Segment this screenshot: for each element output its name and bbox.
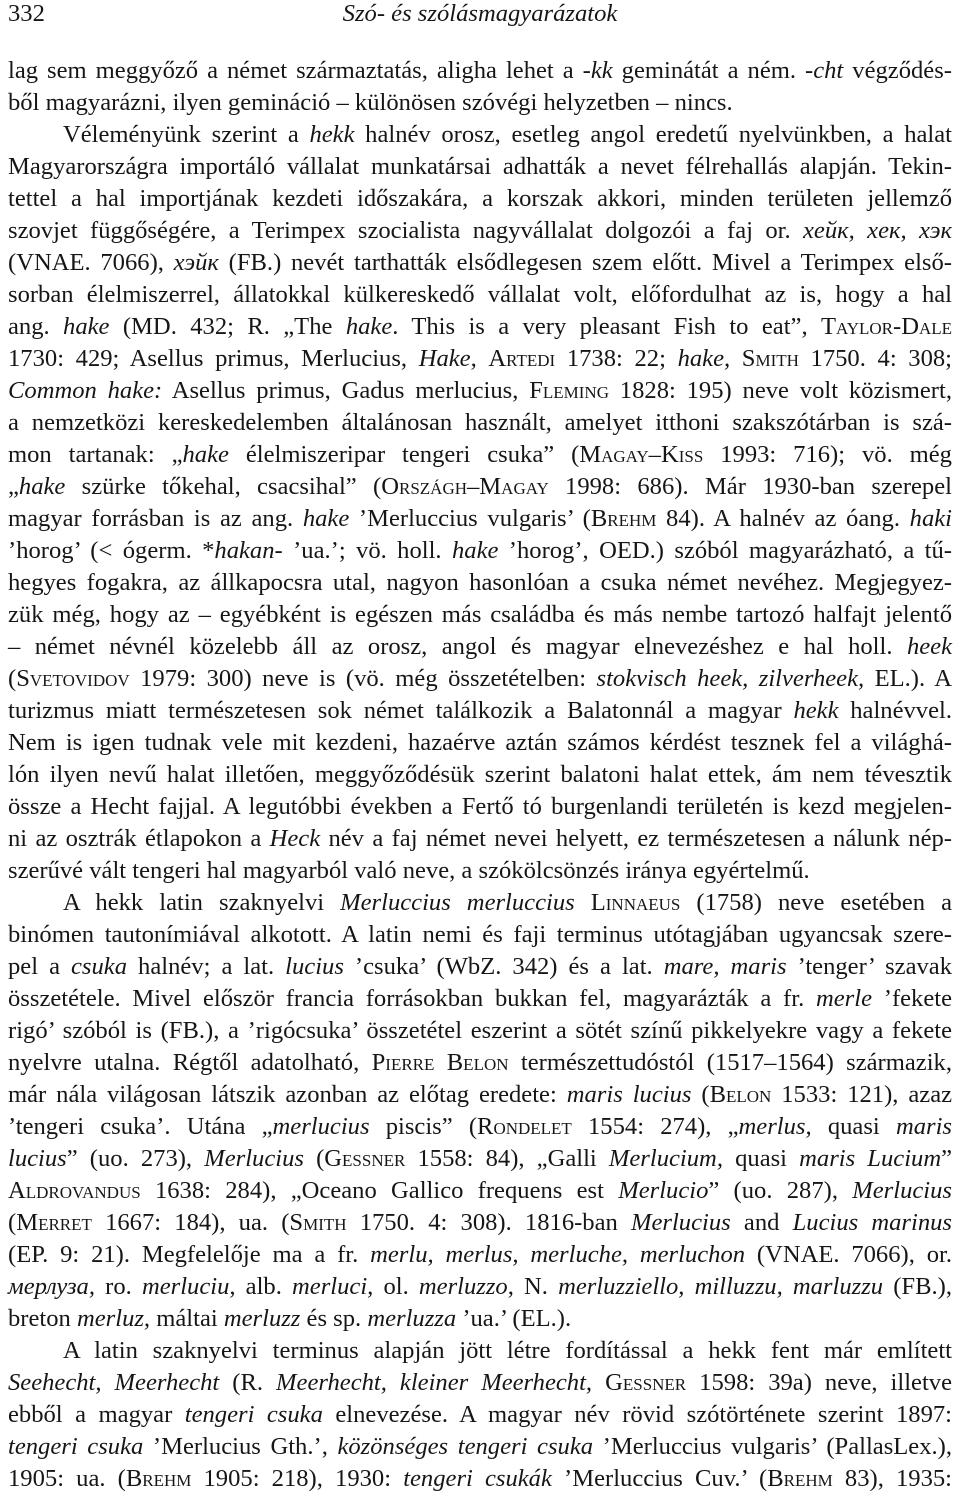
text-run: 1750. 4: 308; [798, 345, 953, 372]
text-run: „ [8, 473, 19, 500]
text-line [8, 1015, 952, 1047]
text-run: 1905: 218), 1930: [191, 1465, 404, 1492]
small-caps-run: Magay–Kiss [579, 441, 704, 468]
italic-run: merluzz [223, 1305, 301, 1332]
small-caps-run: Rondelet [477, 1113, 572, 1140]
text-run: binómen tautonímiával alkotott. A latin nemi és faji terminus utótagjában ugyancsak szere- [8, 921, 952, 948]
italic-run: Merlucio [618, 1177, 709, 1204]
text-run: turizmus miatt természetesen sok német találkozik a Balatonnál a magyar [8, 697, 794, 724]
italic-run: hake [345, 313, 393, 340]
small-caps-run: Aldrovandus [8, 1177, 141, 1204]
text-run: (VNAE. 7066), [8, 249, 174, 276]
text-line [8, 1111, 952, 1143]
italic-run: tengeri csuka [184, 1401, 323, 1428]
text-run: ni az osztrák étlapokon a [8, 825, 270, 852]
italic-run: hekk [309, 121, 355, 148]
text-run: N. [513, 1273, 559, 1300]
text-run: ’horog’, OED.) szóból magyarázható, a tű- [498, 537, 952, 564]
text-run: ’csuka’ (WbZ. 342) és a lat. [343, 953, 664, 980]
running-head-title: Szó- és szólásmagyarázatok [342, 0, 618, 27]
small-caps-run: Pierre Belon [371, 1049, 509, 1076]
text-run: 1738: 22; [555, 345, 678, 372]
text-line [8, 1239, 952, 1271]
text-line [8, 375, 952, 407]
text-run: 1638: 284), „Oceano Gallico frequens est [140, 1177, 619, 1204]
text-line [8, 119, 952, 151]
text-run: ( [303, 1145, 325, 1172]
small-caps-run: Smith [741, 345, 799, 372]
text-run: breton [8, 1305, 77, 1332]
paragraph [8, 55, 952, 119]
small-caps-run: Svetovidov [16, 665, 130, 692]
paragraph [8, 1335, 952, 1495]
italic-run: merluzza [367, 1305, 457, 1332]
text-run: szovjet függőségére, a Terimpex szocialista nagyvállalat dolgozói a faj or. [8, 217, 804, 244]
text-run: Asellus primus, Gadus merlucius, [162, 377, 530, 404]
text-line [8, 151, 952, 183]
small-caps-run: Brehm [125, 1465, 192, 1492]
text-line [8, 695, 952, 727]
text-line [8, 215, 952, 247]
text-line [8, 1335, 952, 1367]
italic-run: hake, [677, 345, 742, 372]
text-line [8, 55, 952, 87]
text-line [8, 1047, 952, 1079]
text-line [8, 567, 952, 599]
italic-run: Lucius marinus [792, 1209, 952, 1236]
italic-run: hake [63, 313, 110, 340]
text-run: 1998: 686). Már 1930-ban szerepel [548, 473, 952, 500]
italic-run: hake [18, 473, 66, 500]
text-run: ’tengeri csuka’. Utána „ [8, 1113, 273, 1140]
italic-run: merlus, [738, 1113, 812, 1140]
italic-run: lucius [8, 1145, 67, 1172]
text-run: zük még, hogy az – egyébként is egészen más családba és más nembe tartozó halfajt jelentő [8, 601, 952, 628]
text-line [8, 87, 952, 119]
small-caps-run: Brehm [767, 1465, 833, 1492]
text-run: sorban élelmiszerrel, állatokkal külkereskedő vállalat volt, előfordulhat az is, hogy a hal [8, 281, 952, 308]
italic-run: Merlucius [204, 1145, 304, 1172]
text-run: A latin szaknyelvi terminus alapján jött létre fordítással a hekk fent már említett [63, 1337, 952, 1364]
text-line [8, 599, 952, 631]
small-caps-run: Gessner [324, 1145, 406, 1172]
text-run: 1554: 274), „ [571, 1113, 739, 1140]
text-run: ’horog’ (< ógerm. * [8, 537, 215, 564]
text-line [8, 1463, 952, 1495]
text-line [8, 1367, 952, 1399]
text-run: rigó’ szóból is (FB.), a ’rigócsuka’ összetétel eszerint a sötét színű pikkelyekre vagy a fekete [8, 1017, 952, 1044]
text-run: ’ua.’; vö. holl. [282, 537, 452, 564]
text-run: ’Merluccius vulgaris’ ( [349, 505, 591, 532]
italic-run: merluzzo, [418, 1273, 514, 1300]
text-run: a nemzetközi kereskedelemben általánosan használt, amelyet itthoni szakszótárban is szá- [8, 409, 952, 436]
text-run: ből magyarázni, ilyen gemináció – különösen szóvégi helyzetben – nincs. [8, 89, 733, 116]
page-number: 332 [8, 0, 45, 27]
text-line [8, 887, 952, 919]
text-line [8, 1303, 952, 1335]
text-run: ’fekete [871, 985, 953, 1012]
text-run: ( [8, 665, 17, 692]
italic-run: csuka [71, 953, 128, 980]
text-run: A hekk latin szaknyelvi [63, 889, 341, 916]
italic-run: хейк, хек, хэк [803, 217, 952, 244]
italic-run: merlucius [272, 1113, 370, 1140]
small-caps-run: Országh–Magay [381, 473, 549, 500]
text-line [8, 759, 952, 791]
text-run: 1558: 84), „Galli [405, 1145, 609, 1172]
italic-run: hakan- [214, 537, 283, 564]
text-run: halnévvel. [838, 697, 953, 724]
text-run: ” [941, 1145, 953, 1172]
italic-run: hake [451, 537, 499, 564]
small-caps-run: Linnaeus [590, 889, 681, 916]
text-line [8, 535, 952, 567]
text-run: ( [691, 1081, 710, 1108]
italic-run: merle [815, 985, 872, 1012]
italic-run: hake [302, 505, 350, 532]
text-line [8, 279, 952, 311]
text-run: ang. [8, 313, 64, 340]
text-run: 1993: 716); vö. még [703, 441, 952, 468]
text-line [8, 1079, 952, 1111]
small-caps-run: Brehm [590, 505, 657, 532]
text-run: Nem is igen tudnak vele mit kezdeni, hazaérve aztán számos kérdést tesznek fel a világhá- [8, 729, 952, 756]
text-line [8, 951, 952, 983]
text-run: 1667: 184), ua. ( [91, 1209, 290, 1236]
text-line [8, 1399, 952, 1431]
text-line [8, 503, 952, 535]
body-text [8, 55, 952, 1495]
text-run: lag sem meggyőző a német származtatás, aligha lehet a [8, 57, 583, 84]
text-run: (FB.), [883, 1273, 952, 1300]
italic-run: Merlucium, [608, 1145, 723, 1172]
text-run: hegyes fogakra, az állkapocsra utal, nagyon hasonlóan a csuka német nevéhez. Megjegyez- [8, 569, 952, 596]
italic-run: -cht [805, 57, 844, 84]
text-run: összetétele. Mivel először francia forrásokban bukkan fel, magyarázták a fr. [8, 985, 816, 1012]
italic-run: мерлуза, [8, 1273, 96, 1300]
text-run: szürke tőkehal, csacsihal” ( [65, 473, 382, 500]
text-line [8, 1207, 952, 1239]
text-run: 1750. 4: 308). 1816-ban [346, 1209, 631, 1236]
text-run: – német névnél közelebb áll az orosz, angol és magyar elnevezéshez e hal holl. [8, 633, 907, 660]
text-run: össze a Hecht fajjal. A legutóbbi években a Fertő tó burgenlandi területén is kezd megjelen- [8, 793, 952, 820]
italic-run: merlu, merlus, merluche, merluchon [370, 1241, 746, 1268]
text-run: ’ua.’ (EL.). [456, 1305, 572, 1332]
text-line [8, 1143, 952, 1175]
italic-run: hekk [793, 697, 839, 724]
text-run: Magyarországra importáló vállalat munkatársai adhatták a nevet félrehallás alapján. Tekin- [8, 153, 952, 180]
text-run: név a faj német nevei helyett, ez természetesen a nálunk nép- [320, 825, 952, 852]
text-line [8, 727, 952, 759]
small-caps-run: Artedi [488, 345, 556, 372]
text-line [8, 823, 952, 855]
text-line [8, 631, 952, 663]
running-head [8, 0, 952, 28]
small-caps-run: Gessner [605, 1369, 687, 1396]
italic-run: хэйк [173, 249, 219, 276]
text-line [8, 855, 952, 887]
paragraph [8, 887, 952, 1335]
small-caps-run: Merret [16, 1209, 92, 1236]
text-run: quasi [811, 1113, 896, 1140]
text-run: 1828: 195) neve volt közismert, [608, 377, 952, 404]
text-run: ” (uo. 273), [66, 1145, 205, 1172]
small-caps-run: Fleming [529, 377, 609, 404]
text-run: már nála világosan látszik azonban az előtag eredete: [8, 1081, 567, 1108]
italic-run: maris Lucium [799, 1145, 942, 1172]
italic-run: merluz, [76, 1305, 151, 1332]
italic-run: Merlucius [631, 1209, 731, 1236]
italic-run: merluzziello, milluzzu, marluzzu [558, 1273, 884, 1300]
text-run: 1905: ua. ( [8, 1465, 126, 1492]
italic-run: stokvisch heek, zilverheek, [596, 665, 865, 692]
text-run: ’Merlucius Gth.’, [143, 1433, 338, 1460]
text-run: piscis” ( [369, 1113, 478, 1140]
text-run: (FB.) nevét tarthatták elsődlegesen szem előtt. Mivel a Terimpex első- [218, 249, 952, 276]
text-run: természettudóstól (1517–1564) származik, [508, 1049, 952, 1076]
italic-run: merluci, [292, 1273, 374, 1300]
italic-run: Merluccius merluccius [340, 889, 591, 916]
italic-run: Meerhecht, kleiner Meerhecht, [276, 1369, 606, 1396]
italic-run: -kk [582, 57, 613, 84]
text-line [8, 311, 952, 343]
text-run: ol. [373, 1273, 419, 1300]
text-run: máltai [150, 1305, 224, 1332]
text-run: (EP. 9: 21). Megfelelője ma a fr. [8, 1241, 371, 1268]
italic-run: Hake, [418, 345, 489, 372]
italic-run: maris lucius [566, 1081, 692, 1108]
italic-run: közönséges tengeri csuka [337, 1433, 594, 1460]
text-run: ro. [95, 1273, 142, 1300]
text-line [8, 663, 952, 695]
text-run: Véleményünk szerint a [63, 121, 310, 148]
text-run: EL.). A [864, 665, 953, 692]
italic-run: Common hake: [8, 377, 163, 404]
text-run: halnév orosz, esetleg angol eredetű nyelvünkben, a halat [354, 121, 952, 148]
text-line [8, 471, 952, 503]
text-line [8, 439, 952, 471]
text-run: 84). A halnév az óang. [656, 505, 910, 532]
small-caps-run: Taylor-Dale [820, 313, 952, 340]
text-line [8, 247, 952, 279]
italic-run: merluciu, [141, 1273, 236, 1300]
text-run: ’Merluccius Cuv.’ ( [551, 1465, 768, 1492]
paragraph [8, 119, 952, 887]
italic-run: Merlucius [852, 1177, 952, 1204]
italic-run: tengeri csukák [403, 1465, 552, 1492]
text-run: 1730: 429; Asellus primus, Merlucius, [8, 345, 419, 372]
text-run: ” (uo. 287), [708, 1177, 853, 1204]
text-run: 1533: 121), azaz [771, 1081, 953, 1108]
text-run: 1598: 39a) neve, illetve [686, 1369, 952, 1396]
text-line [8, 343, 952, 375]
text-run: . This is a very pleasant Fish to eat”, [392, 313, 821, 340]
text-run: (MD. 432; R. „The [109, 313, 346, 340]
text-line [8, 183, 952, 215]
text-run: pel a [8, 953, 72, 980]
text-line [8, 407, 952, 439]
italic-run: tengeri csuka [8, 1433, 144, 1460]
text-line [8, 983, 952, 1015]
text-run: lón ilyen nevű halat illetően, meggyőződésük szerint balatoni halat ettek, ám nem tévesztik [8, 761, 952, 788]
text-line [8, 919, 952, 951]
text-run: (R. [219, 1369, 277, 1396]
small-caps-run: Belon [709, 1081, 772, 1108]
text-line [8, 1431, 952, 1463]
text-run: halnév; a lat. [127, 953, 286, 980]
italic-run: heek [906, 633, 952, 660]
text-run: 1979: 300) neve is (vö. még összetételben: [129, 665, 597, 692]
text-run: mon tartanak: „ [8, 441, 183, 468]
text-line [8, 1175, 952, 1207]
text-run: nyelvre utalna. Régtől adatolható, [8, 1049, 372, 1076]
italic-run: maris [895, 1113, 952, 1140]
small-caps-run: Smith [289, 1209, 347, 1236]
text-run: ebből a magyar [8, 1401, 185, 1428]
text-run: ’Merluccius vulgaris’ (PallasLex.), [593, 1433, 952, 1460]
text-run: és sp. [300, 1305, 368, 1332]
text-run: végződés- [843, 57, 952, 84]
italic-run: lucius [285, 953, 344, 980]
text-run: élelmiszeripar tengeri csuka” ( [228, 441, 580, 468]
text-run: tettel a hal importjának kezdeti időszakára, a korszak akkori, minden területen jellemző [8, 185, 952, 212]
italic-run: Heck [269, 825, 321, 852]
italic-run: hake [182, 441, 229, 468]
italic-run: haki [909, 505, 952, 532]
text-run: (VNAE. 7066), or. [745, 1241, 952, 1268]
text-run: alb. [235, 1273, 293, 1300]
text-run: quasi [722, 1145, 800, 1172]
text-run: magyar forrásban is az ang. [8, 505, 303, 532]
text-run: and [730, 1209, 793, 1236]
text-run: geminátát a ném. [612, 57, 806, 84]
italic-run: mare, maris [663, 953, 787, 980]
text-run: ’tenger’ szavak [786, 953, 952, 980]
text-run: szerűvé vált tengeri hal magyarból való neve, a szókölcsönzés iránya egyértelmű. [8, 857, 810, 884]
text-line [8, 1271, 952, 1303]
text-run: 83), 1935: [832, 1465, 953, 1492]
text-run: ( [8, 1209, 17, 1236]
text-line [8, 791, 952, 823]
text-run: elnevezése. A magyar név rövid szótörténete szerint 1897: [322, 1401, 952, 1428]
italic-run: Seehecht, Meerhecht [8, 1369, 220, 1396]
text-run: (1758) neve esetében a [680, 889, 953, 916]
